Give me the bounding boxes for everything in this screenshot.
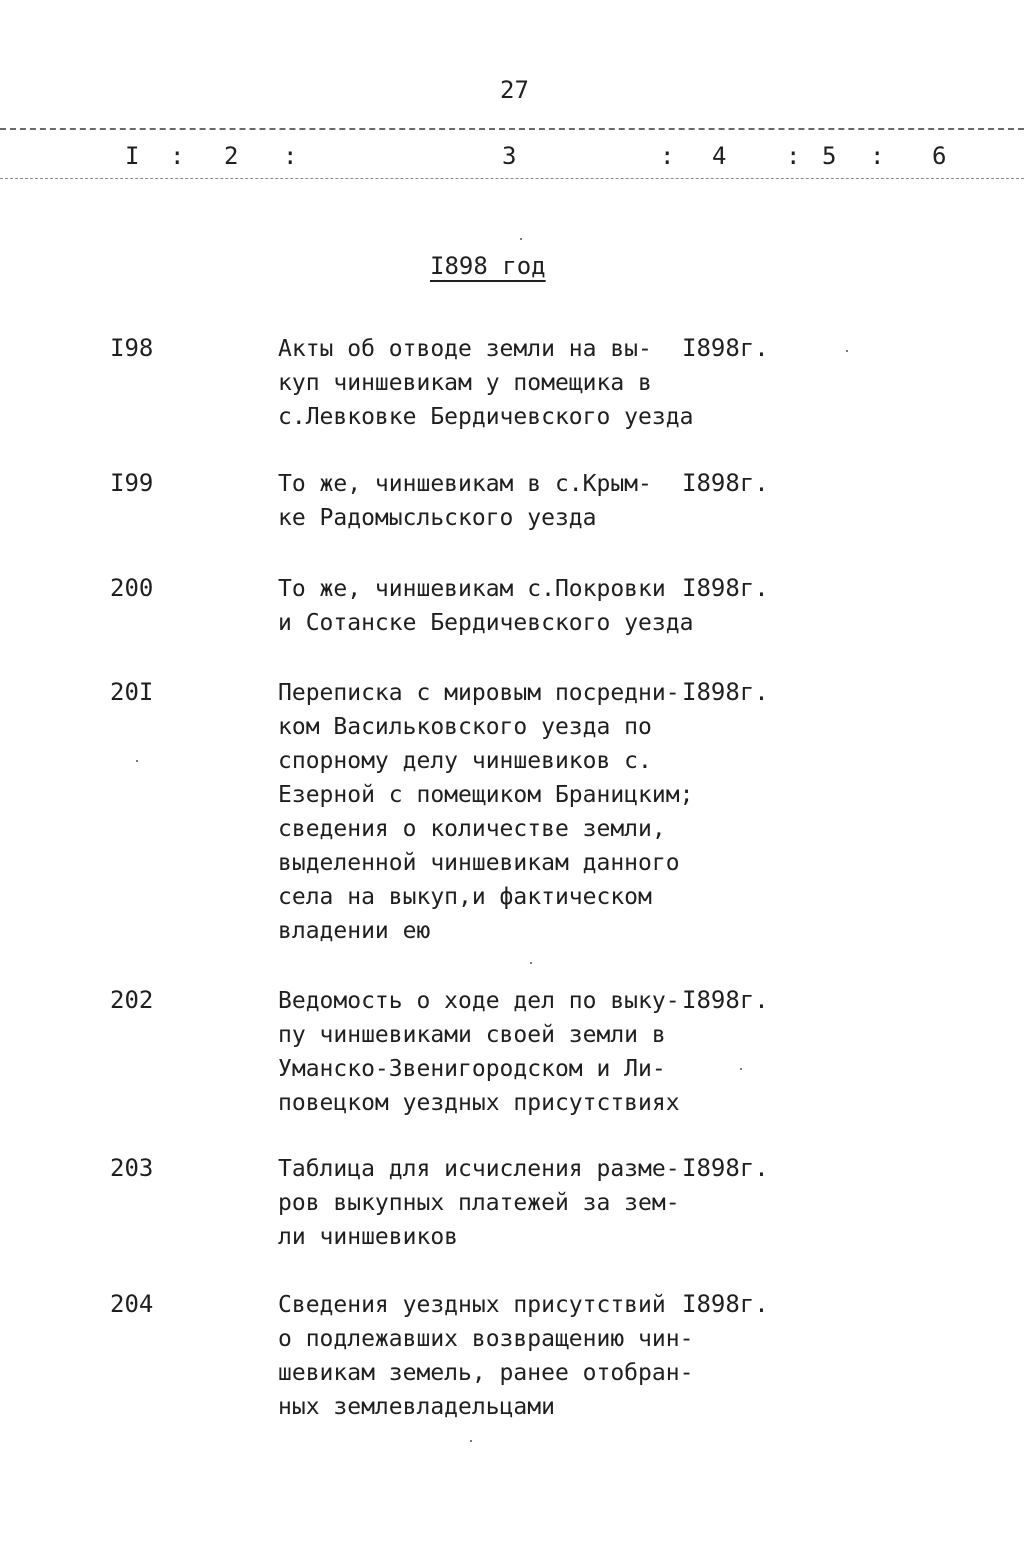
column-separator: : [170,142,185,170]
column-header-4: 4 [712,142,727,170]
entry-number: 200 [110,574,154,602]
scan-speck [520,238,522,240]
entry-description: Сведения уездных присутствий о подлежавших возвращению чин- шевикам земель, ранее отобран- ных землевладельцами [278,1292,694,1420]
column-header-2: 2 [224,142,239,170]
column-separator: : [870,142,885,170]
entry-date: I898г. [682,469,769,497]
column-header-5: 5 [822,142,837,170]
column-separator: : [660,142,675,170]
entry-number: I98 [110,334,154,362]
column-separator: : [283,142,298,170]
entry-description: Акты об отводе земли на вы- куп чиншевикам у помещика в с.Левковке Бердичевского уезда [278,336,694,430]
entry-description: Переписка с мировым посредни- ком Васильковского уезда по спорному делу чиншевиков с. Езерной с помещиком Браницким; сведения о количестве земли, выделенной чиншевикам данного села на выкуп,и фактическом владении ею [278,680,694,944]
column-header-3: 3 [502,142,517,170]
entry-date: I898г. [682,574,769,602]
entry-number: 20I [110,678,154,706]
header-rule-bottom [0,178,1024,179]
column-separator: : [786,142,801,170]
entry-date: I898г. [682,1290,769,1318]
scan-speck [740,1068,742,1070]
entry-number: 203 [110,1154,154,1182]
entry-date: I898г. [682,1154,769,1182]
entry-date: I898г. [682,334,769,362]
scan-speck [470,1440,472,1442]
entry-description: То же, чиншевикам в с.Крым- ке Радомысльского уезда [278,471,652,531]
entry-description: Таблица для исчисления разме- ров выкупных платежей за зем- ли чиншевиков [278,1156,680,1250]
entry-date: I898г. [682,678,769,706]
entry-number: I99 [110,469,154,497]
scan-speck [846,350,848,352]
entry-date: I898г. [682,986,769,1014]
scan-speck [136,760,138,762]
entry-number: 202 [110,986,154,1014]
scan-speck [530,962,532,964]
header-rule-top [0,128,1024,130]
page-number: 27 [500,76,529,104]
entry-description: Ведомость о ходе дел по выку- пу чиншевиками своей земли в Уманско-Звенигородском и Ли- повецком уездных присутствиях [278,988,680,1116]
year-heading: I898 год [430,252,546,280]
column-header-6: 6 [932,142,947,170]
entry-number: 204 [110,1290,154,1318]
entry-description: То же, чиншевикам с.Покровки и Сотанске Бердичевского уезда [278,576,694,636]
column-header-1: I [125,142,140,170]
